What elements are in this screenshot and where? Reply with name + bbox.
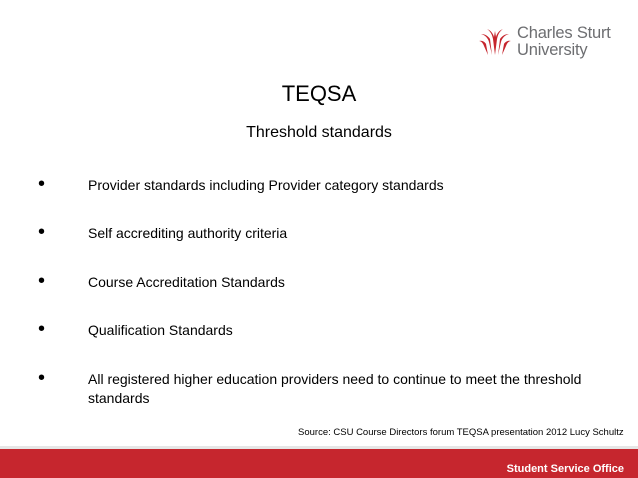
logo-line-charles-sturt: Charles Sturt (517, 24, 611, 42)
bullet-icon: • (38, 221, 46, 243)
bullet-icon: • (38, 270, 46, 292)
csu-logo (478, 20, 618, 64)
bullet-icon: • (38, 367, 46, 389)
csu-emblem-icon (478, 25, 512, 59)
bullet-text: Self accrediting authority criteria (88, 225, 288, 241)
source-citation: Source: CSU Course Directors forum TEQSA presentation 2012 Lucy Schultz (298, 427, 624, 438)
bullet-text: Qualification Standards (88, 322, 233, 338)
bullet-text: Course Accreditation Standards (88, 274, 285, 290)
logo-wordmark (517, 25, 611, 59)
bullet-text: All registered higher education providers need to continue to meet the threshold standards (88, 371, 582, 406)
bullet-icon: • (38, 318, 46, 340)
slide-subtitle: Threshold standards (246, 124, 392, 141)
bullet-text: Provider standards including Provider category standards (88, 177, 444, 193)
logo-line-university: University (517, 41, 588, 59)
footer-label: Student Service Office (506, 463, 624, 475)
slide-title: TEQSA (281, 81, 357, 106)
bullet-icon: • (38, 173, 46, 195)
